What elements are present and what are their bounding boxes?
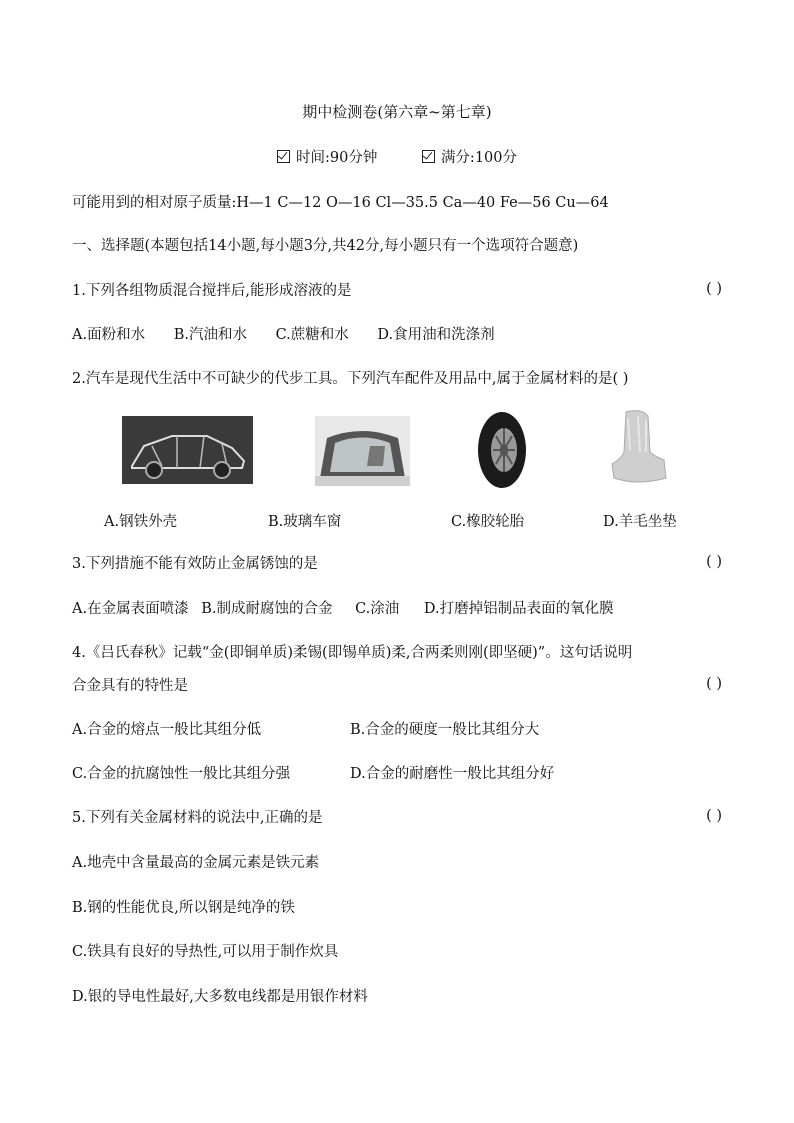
q3-option-d: D.打磨掉铝制品表面的氧化膜 [423, 601, 614, 617]
q5-option-a: A.地壳中含量最高的金属元素是铁元素 [72, 855, 320, 871]
q4-stem-line2: 合金具有的特性是 [72, 678, 188, 694]
time-limit [277, 150, 377, 166]
time-text: 时间:90分钟 [295, 150, 378, 166]
q4-stem-line1: 4.《吕氏春秋》记载“金(即铜单质)柔锡(即锡单质)柔,合两柔则刚(即坚硬)”。这句话说明 [72, 645, 633, 661]
q2-caption-c: C.橡胶轮胎 [451, 514, 525, 530]
q2-stem: 2.汽车是现代生活中不可缺少的代步工具。下列汽车配件及用品中,属于金属材料的是( ) [72, 371, 629, 387]
q3-option-c: C.涂油 [355, 601, 400, 617]
exam-meta [0, 146, 794, 167]
section-heading: 一、选择题(本题包括14小题,每小题3分,共42分,每小题只有一个选项符合题意) [72, 238, 579, 254]
rubber-tire-image [475, 410, 530, 490]
q2-caption-a: A.钢铁外壳 [104, 514, 178, 530]
q3-option-b: B.制成耐腐蚀的合金 [201, 601, 333, 617]
q4-option-b: B.合金的硬度一般比其组分大 [350, 722, 540, 738]
q5-option-b: B.钢的性能优良,所以钢是纯净的铁 [72, 900, 295, 916]
q4-option-d: D.合金的耐磨性一般比其组分好 [350, 766, 555, 782]
q3-options [72, 599, 614, 619]
answer-paren: ( ) [706, 554, 722, 570]
q1-option-a: A.面粉和水 [72, 327, 146, 343]
answer-paren: ( ) [706, 676, 722, 692]
atomic-mass-line: 可能用到的相对原子质量:H—1 C—12 O—16 Cl—35.5 Ca—40 Fe—56 Cu—64 [72, 195, 609, 211]
answer-paren: ( ) [706, 808, 722, 824]
q1-option-c: C.蔗糖和水 [275, 327, 349, 343]
q1-options [72, 325, 495, 345]
q3-option-a: A.在金属表面喷漆 [72, 601, 189, 617]
answer-paren: ( ) [706, 281, 722, 297]
checkbox-icon [277, 150, 290, 163]
q2-caption-b: B.玻璃车窗 [268, 514, 342, 530]
checkbox-icon [422, 150, 435, 163]
q3-stem: 3.下列措施不能有效防止金属锈蚀的是 [72, 556, 318, 572]
q1-stem: 1.下列各组物质混合搅拌后,能形成溶液的是 [72, 283, 352, 299]
q1-option-b: B.汽油和水 [173, 327, 247, 343]
q4-option-a: A.合金的熔点一般比其组分低 [72, 722, 262, 738]
q5-option-c: C.铁具有良好的导热性,可以用于制作炊具 [72, 944, 339, 960]
full-score [422, 150, 517, 166]
q5-stem: 5.下列有关金属材料的说法中,正确的是 [72, 810, 323, 826]
wool-seat-cushion-image [608, 408, 670, 490]
page-title: 期中检测卷(第六章~第七章) [302, 103, 492, 121]
q1-option-d: D.食用油和洗涤剂 [377, 327, 495, 343]
q4-option-c: C.合金的抗腐蚀性一般比其组分强 [72, 766, 291, 782]
car-window-image [315, 416, 410, 486]
car-body-frame-image [122, 416, 253, 484]
q2-caption-d: D.羊毛坐垫 [603, 514, 677, 530]
q5-option-d: D.银的导电性最好,大多数电线都是用银作材料 [72, 989, 368, 1005]
score-text: 满分:100分 [440, 150, 517, 166]
